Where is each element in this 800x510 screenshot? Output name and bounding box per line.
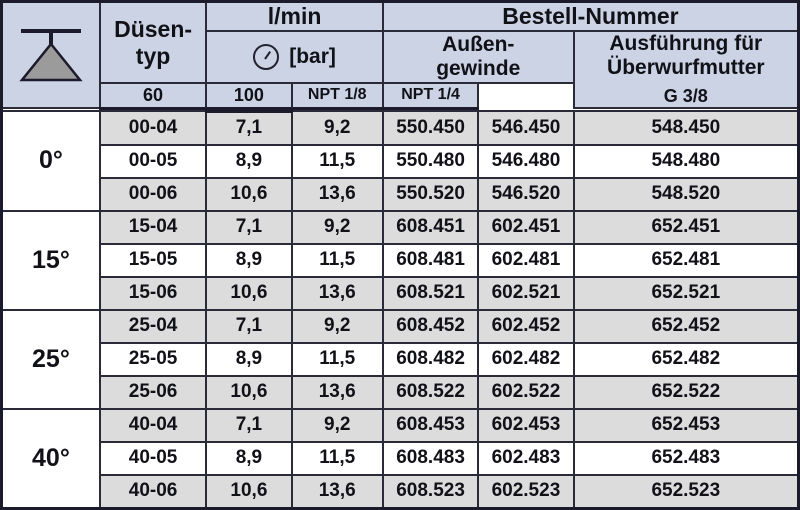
nozzle-type-value: 25-04 (100, 310, 206, 343)
flow-60-value: 10,6 (206, 277, 291, 310)
order-g38-value: 652.482 (574, 343, 799, 376)
order-npt18-value: 608.451 (383, 211, 478, 244)
flow-100-value: 13,6 (292, 475, 383, 509)
column-header-flow: l/min (206, 2, 383, 32)
order-g38-value: 548.520 (574, 178, 799, 211)
order-g38-value: 652.522 (574, 376, 799, 409)
nozzle-type-value: 00-04 (100, 111, 206, 145)
order-npt14-value: 602.483 (478, 442, 573, 475)
table-row (2, 409, 799, 442)
nozzle-type-value: 00-05 (100, 145, 206, 178)
order-g38-value: 652.451 (574, 211, 799, 244)
flow-100-value: 9,2 (292, 111, 383, 145)
flow-60-value: 8,9 (206, 145, 291, 178)
angle-label-0: 0° (2, 111, 100, 211)
order-npt14-value: 602.481 (478, 244, 573, 277)
order-npt14-value: 546.520 (478, 178, 573, 211)
flow-100-value: 11,5 (292, 343, 383, 376)
external-thread-line2: gewinde (436, 57, 521, 81)
nozzle-type-value: 40-06 (100, 475, 206, 509)
sub-header-pressure-100: 100 (206, 83, 291, 108)
union-nut-line1: Ausführung für (609, 32, 763, 55)
flow-60-value: 7,1 (206, 310, 291, 343)
order-npt18-value: 608.521 (383, 277, 478, 310)
table-row (2, 442, 799, 475)
table-row (2, 277, 799, 310)
flow-100-value: 9,2 (292, 211, 383, 244)
nozzle-type-value: 25-05 (100, 343, 206, 376)
order-npt18-value: 608.483 (383, 442, 478, 475)
table-row (2, 178, 799, 211)
table-row (2, 211, 799, 244)
order-npt14-value: 602.522 (478, 376, 573, 409)
pressure-gauge-icon (253, 44, 279, 70)
column-header-nozzle-type (100, 2, 206, 84)
nozzle-type-value: 40-05 (100, 442, 206, 475)
table-row (2, 310, 799, 343)
flow-100-value: 13,6 (292, 277, 383, 310)
order-npt14-value: 602.452 (478, 310, 573, 343)
order-npt14-value: 602.451 (478, 211, 573, 244)
flow-100-value: 13,6 (292, 376, 383, 409)
angle-label-25: 25° (2, 310, 100, 409)
table-body (2, 111, 799, 508)
order-npt18-value: 550.480 (383, 145, 478, 178)
column-header-order-number: Bestell-Nummer (383, 2, 799, 32)
table-row (2, 244, 799, 277)
order-npt18-value: 608.522 (383, 376, 478, 409)
flow-100-value: 11,5 (292, 442, 383, 475)
order-g38-value: 548.480 (574, 145, 799, 178)
nozzle-type-value: 15-05 (100, 244, 206, 277)
flow-100-value: 9,2 (292, 310, 383, 343)
order-g38-value: 652.521 (574, 277, 799, 310)
order-g38-value: 652.453 (574, 409, 799, 442)
external-thread-line1: Außen- (442, 33, 515, 57)
flow-60-value: 10,6 (206, 376, 291, 409)
sub-header-pressure-60: 60 (100, 83, 206, 108)
table-row (2, 475, 799, 509)
flow-100-value: 11,5 (292, 244, 383, 277)
flow-100-value: 11,5 (292, 145, 383, 178)
flow-60-value: 7,1 (206, 111, 291, 145)
table-row (2, 111, 799, 145)
flow-60-value: 8,9 (206, 343, 291, 376)
table-row (2, 145, 799, 178)
order-g38-value: 548.450 (574, 111, 799, 145)
nozzle-type-value: 15-04 (100, 211, 206, 244)
nozzle-type-value: 00-06 (100, 178, 206, 211)
nozzle-type-line2: typ (135, 42, 171, 69)
order-npt18-value: 608.452 (383, 310, 478, 343)
order-npt18-value: 608.482 (383, 343, 478, 376)
order-npt18-value: 608.481 (383, 244, 478, 277)
nozzle-type-value: 25-06 (100, 376, 206, 409)
flow-60-value: 8,9 (206, 244, 291, 277)
flow-60-value: 10,6 (206, 475, 291, 509)
sub-header-npt-18: NPT 1/8 (292, 83, 383, 108)
nozzle-type-line1: Düsen- (114, 15, 193, 42)
column-header-union-nut (574, 31, 799, 108)
order-npt14-value: 602.453 (478, 409, 573, 442)
order-g38-value: 652.481 (574, 244, 799, 277)
angle-label-40: 40° (2, 409, 100, 509)
union-nut-thread-size: G 3/8 (575, 86, 797, 107)
order-g38-value: 652.483 (574, 442, 799, 475)
bar-unit-label: [bar] (289, 45, 336, 69)
flow-60-value: 10,6 (206, 178, 291, 211)
order-npt14-value: 602.521 (478, 277, 573, 310)
order-npt14-value: 546.450 (478, 111, 573, 145)
table-row (2, 343, 799, 376)
column-header-external-thread (383, 31, 574, 83)
order-npt18-value: 608.523 (383, 475, 478, 509)
spray-nozzle-icon (2, 2, 100, 109)
header-row-1 (2, 2, 799, 32)
order-npt14-value: 602.523 (478, 475, 573, 509)
flow-60-value: 7,1 (206, 409, 291, 442)
column-header-bar (206, 31, 383, 83)
flow-100-value: 13,6 (292, 178, 383, 211)
union-nut-line2: Überwurfmutter (607, 56, 765, 79)
flow-100-value: 9,2 (292, 409, 383, 442)
flow-60-value: 7,1 (206, 211, 291, 244)
order-npt14-value: 602.482 (478, 343, 573, 376)
flow-60-value: 8,9 (206, 442, 291, 475)
table-row (2, 376, 799, 409)
order-npt18-value: 608.453 (383, 409, 478, 442)
nozzle-type-value: 40-04 (100, 409, 206, 442)
order-g38-value: 652.452 (574, 310, 799, 343)
order-npt18-value: 550.450 (383, 111, 478, 145)
angle-label-15: 15° (2, 211, 100, 310)
order-npt18-value: 550.520 (383, 178, 478, 211)
nozzle-type-value: 15-06 (100, 277, 206, 310)
order-npt14-value: 546.480 (478, 145, 573, 178)
sub-header-npt-14: NPT 1/4 (383, 83, 478, 108)
order-g38-value: 652.523 (574, 475, 799, 509)
